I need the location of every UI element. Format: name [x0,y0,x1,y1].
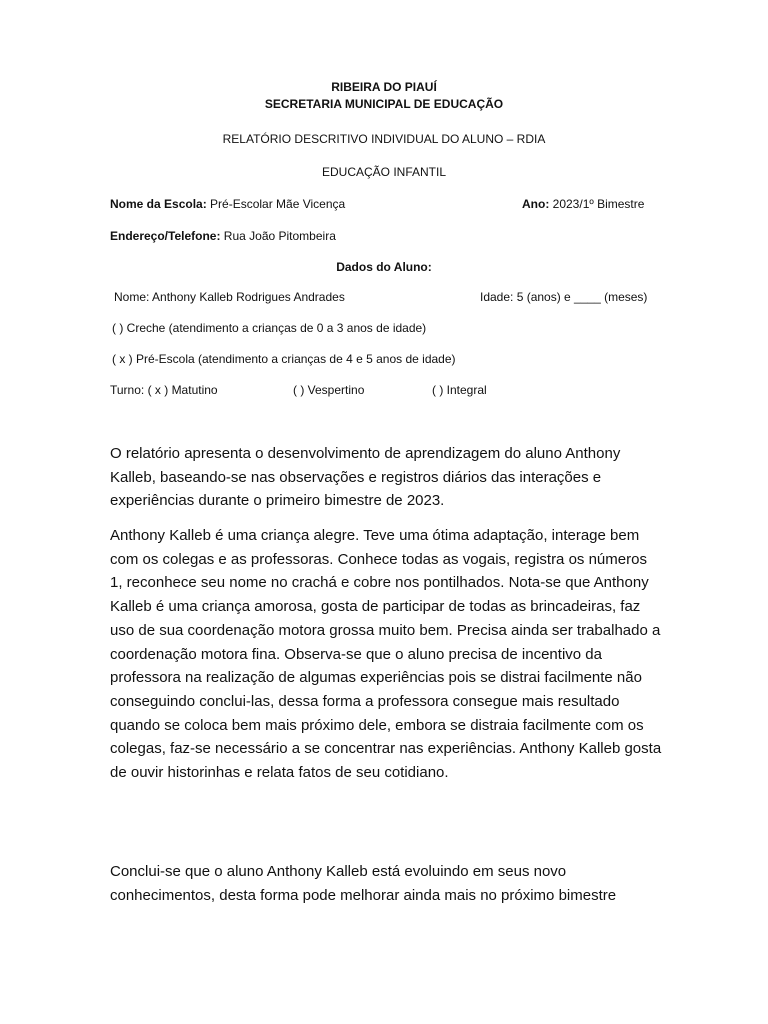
year-label: Ano: [522,197,550,211]
school-name-label: Nome da Escola: [110,197,207,211]
year-value: 2023/1º Bimestre [549,197,645,211]
turno-vespertino: ( ) Vespertino [293,383,365,397]
address-label: Endereço/Telefone: [110,229,221,243]
paragraph-intro: O relatório apresenta o desenvolvimento de aprendizagem do aluno Anthony Kalleb, baseando-se nas observações e registros diários das interações e experiências durante o primeiro bimestre de 2023. [110,445,621,510]
turno-matutino: Turno: ( x ) Matutino [110,383,218,397]
paragraph-development: Anthony Kalleb é uma criança alegre. Teve uma ótima adaptação, interage bem com os colegas e as professoras. Conhece todas as vogais, registra os números 1, reconhece seu nome no crachá e cobre nos pontilhados. Nota-se que Anthony Kalleb é uma criança amorosa, gosta de participar de todas as brincadeiras, faz uso de sua coordenação motora grossa muito bem. Precisa ainda ser trabalhado a coordenação motora fina. Observa-se que o aluno precisa de incentivo da professora na realização de algumas experiências pois se distrai facilmente não conseguindo conclui-las, dessa forma a professora consegue mais resultado quando se coloca bem mais próximo dele, embora se distraia facilmente com os colegas, faz-se necessário a se concentrar nas experiências. Anthony Kalleb gosta de ouvir historinhas e relata fatos de seu cotidiano. [110,527,662,782]
school-name-line [110,197,345,211]
education-level: EDUCAÇÃO INFANTIL [321,165,447,179]
header-secretariat: SECRETARIA MUNICIPAL DE EDUCAÇÃO [264,97,504,111]
address-line [110,229,336,243]
student-name: Nome: Anthony Kalleb Rodrigues Andrades [114,290,345,304]
address-value: Rua João Pitombeira [220,229,336,243]
turno-integral: ( ) Integral [432,383,487,397]
paragraph-conclusion: Conclui-se que o aluno Anthony Kalleb está evoluindo em seus novo conhecimentos, desta forma pode melhorar ainda mais no próximo bimestre [110,863,617,904]
school-name-value: Pré-Escolar Mãe Vicença [206,197,346,211]
report-title: RELATÓRIO DESCRITIVO INDIVIDUAL DO ALUNO – RDIA [222,132,546,146]
option-creche: ( ) Creche (atendimento a crianças de 0 a 3 anos de idade) [112,321,427,335]
student-section-title: Dados do Aluno: [336,260,432,274]
option-pre-escola: ( x ) Pré-Escola (atendimento a crianças de 4 e 5 anos de idade) [112,352,456,366]
year-line [522,197,644,211]
header-city: RIBEIRA DO PIAUÍ [331,80,437,94]
student-age: Idade: 5 (anos) e ____ (meses) [480,290,648,304]
